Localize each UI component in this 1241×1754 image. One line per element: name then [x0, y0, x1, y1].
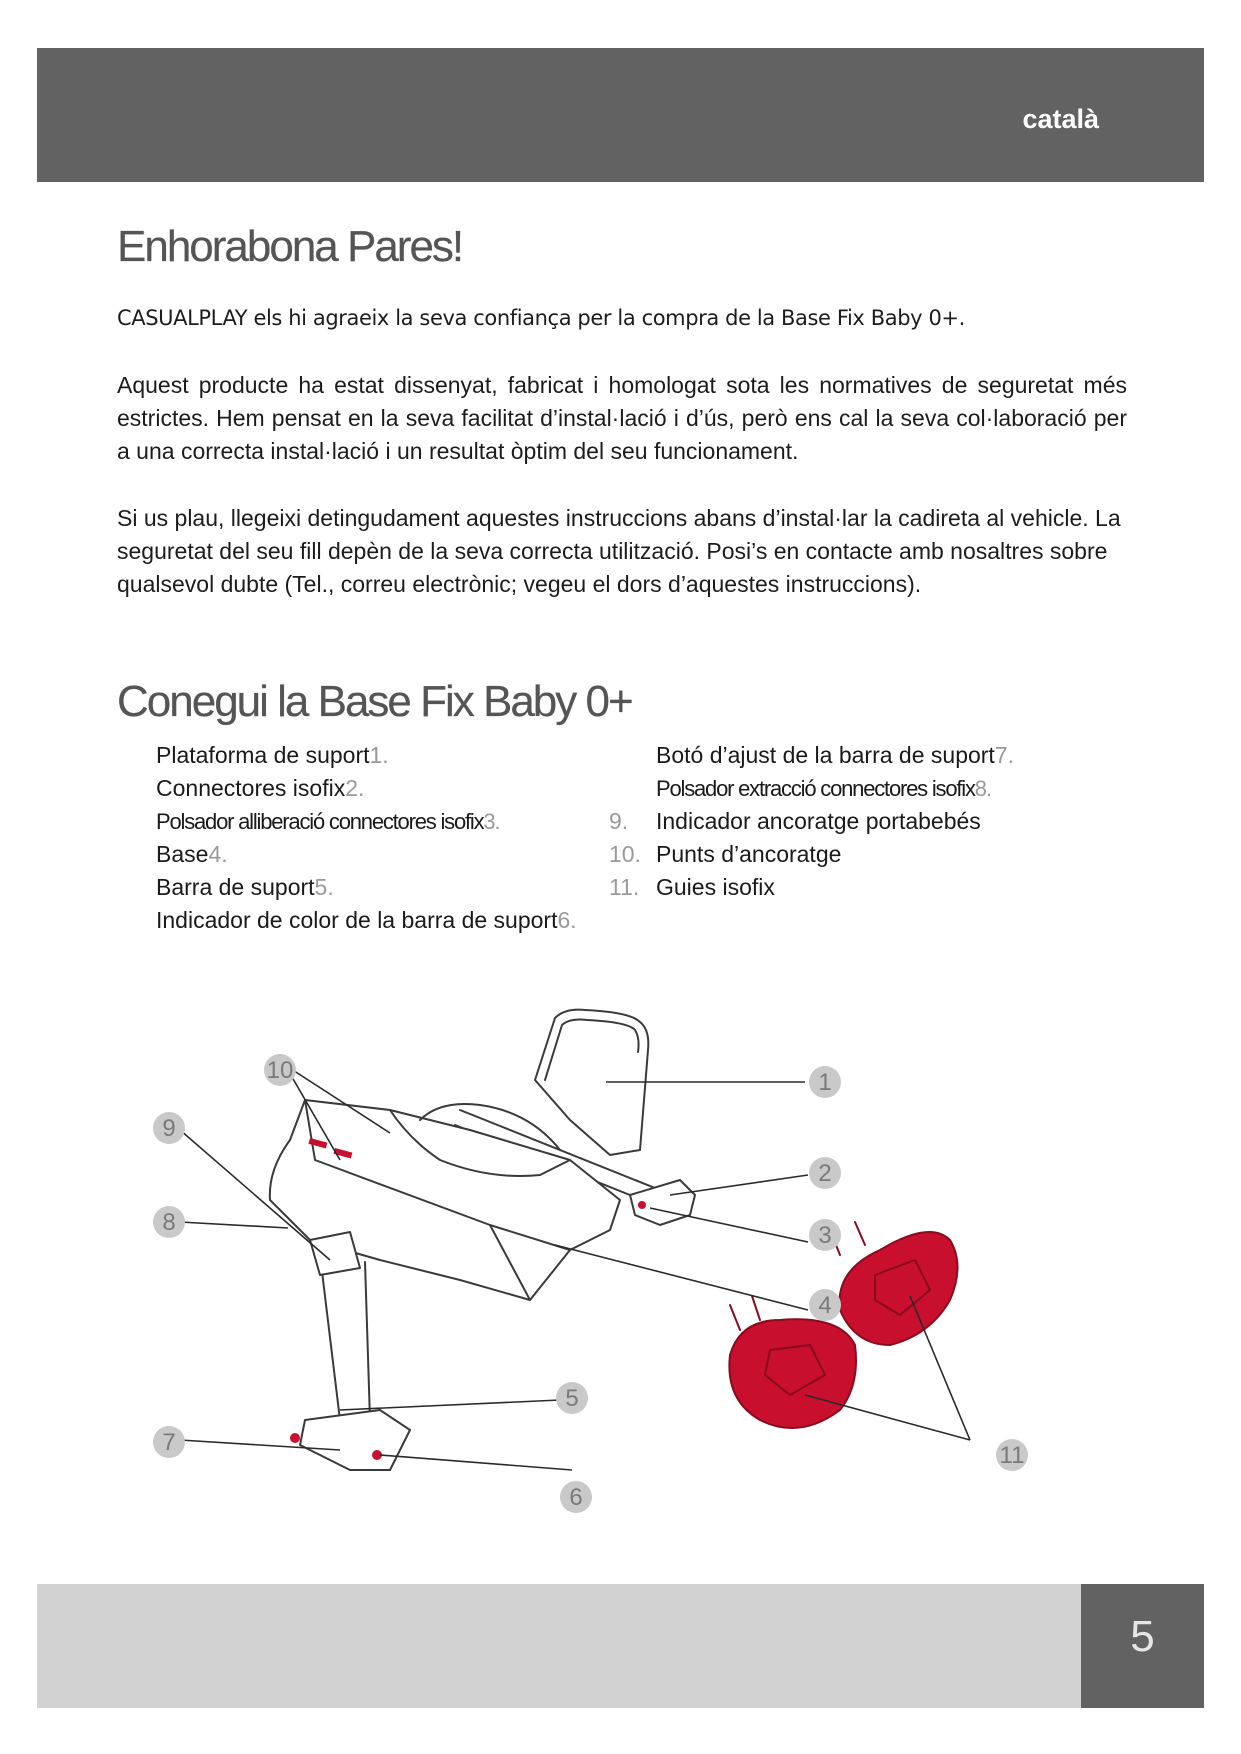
base-fix-diagram [140, 1000, 1060, 1560]
part-label: Guies isofix [656, 874, 775, 900]
intro-paragraph-1: CASUALPLAY els hi agraeix la seva confiança per la compra de la Base Fix Baby 0+. [117, 306, 965, 330]
parts-heading: Conegui la Base Fix Baby 0+ [117, 677, 632, 726]
support-leg [320, 1255, 370, 1420]
svg-text:1: 1 [818, 1069, 832, 1096]
language-label: català [1022, 104, 1099, 134]
page-number: 5 [1130, 1612, 1155, 1661]
part-item [156, 871, 577, 904]
svg-text:8: 8 [162, 1209, 176, 1236]
part-label: Botó d’ajust de la barra de suport [656, 742, 995, 768]
callout-10 [264, 1054, 296, 1086]
part-label: Indicador ancoratge portabebés [656, 808, 981, 834]
callout-9 [153, 1112, 185, 1144]
part-number: 4. [208, 841, 228, 867]
callout-5 [556, 1382, 588, 1414]
part-number: 8. [974, 776, 991, 801]
intro-paragraph-2: Aquest producte ha estat dissenyat, fabricat i homologat sota les normatives de seguretat més estrictes. Hem pensat en la seva facilitat d’instal·lació i d’ús, però ens cal la seva col·laboració per a una correcta instal·lació i un resultat òptim del seu funcionament. [117, 372, 1127, 464]
svg-text:4: 4 [818, 1292, 832, 1319]
part-label: Base [156, 841, 209, 867]
callout-6 [560, 1481, 592, 1513]
part-item [609, 871, 1113, 904]
part-label: Polsador alliberació connectores isofix [156, 809, 484, 834]
callout-4 [809, 1289, 841, 1321]
callout-1 [809, 1066, 841, 1098]
part-item [609, 838, 1113, 871]
part-label: Plataforma de suport [156, 742, 370, 768]
part-item [613, 772, 1113, 805]
part-label: Barra de suport [156, 874, 315, 900]
part-number: 3. [483, 809, 500, 834]
part-label: Polsador extracció connectores isofix [656, 776, 975, 801]
part-label: Connectores isofix [156, 775, 346, 801]
svg-text:6: 6 [569, 1484, 583, 1511]
intro-paragraph-3: Si us plau, llegeixi detingudament aquestes instruccions abans d’instal·lar la cadireta al vehicle. La seguretat del seu fill depèn de la seva correcta utilització. Posi’s en contacte amb nosaltres sobre qualsevol dubte (Tel., correu electrònic; vegeu el dors d’aquestes instruccions). [117, 505, 1121, 597]
part-label: Indicador de color de la barra de suport [156, 907, 558, 933]
part-item [156, 904, 577, 937]
connector-indicator [638, 1201, 646, 1209]
part-number: 7. [994, 742, 1015, 768]
leg-adjust-indicator [290, 1433, 300, 1443]
callout-8 [153, 1206, 185, 1238]
part-number: 1. [369, 742, 389, 768]
part-item [609, 805, 1113, 838]
callout-11 [996, 1439, 1028, 1471]
isofix-guide-right [840, 1232, 958, 1345]
part-number: 5. [314, 874, 334, 900]
callout-3 [809, 1219, 841, 1251]
svg-text:9: 9 [162, 1115, 176, 1142]
congrats-heading: Enhorabona Pares! [117, 222, 463, 271]
footer-band [37, 1584, 1081, 1708]
part-item [156, 838, 577, 871]
part-item [156, 805, 577, 838]
part-number: 6. [557, 907, 577, 933]
svg-text:5: 5 [565, 1385, 579, 1412]
svg-text:2: 2 [818, 1160, 832, 1187]
part-label: Punts d’ancoratge [656, 841, 842, 867]
part-item [613, 739, 1113, 772]
part-item [156, 772, 577, 805]
svg-text:3: 3 [818, 1222, 832, 1249]
parts-list-right [609, 739, 1113, 904]
callout-7 [153, 1426, 185, 1458]
support-foot [300, 1410, 410, 1470]
svg-text:10: 10 [266, 1057, 294, 1084]
parts-list-left [156, 739, 577, 937]
part-number: 10. [609, 841, 641, 867]
svg-text:7: 7 [162, 1429, 176, 1456]
part-number: 11. [609, 874, 640, 900]
isofix-guide-left [729, 1319, 856, 1428]
svg-text:11: 11 [999, 1442, 1025, 1469]
part-number: 2. [345, 775, 365, 801]
callout-2 [809, 1157, 841, 1189]
part-number: 9. [609, 808, 629, 834]
part-item [156, 739, 577, 772]
